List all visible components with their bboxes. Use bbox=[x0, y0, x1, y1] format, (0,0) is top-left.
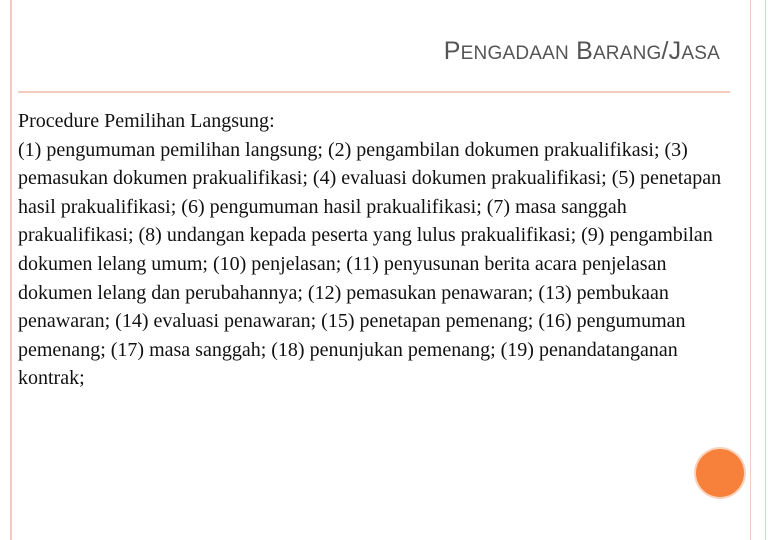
intro-line bbox=[18, 107, 723, 136]
slide-content bbox=[18, 107, 723, 393]
title-underline bbox=[18, 91, 730, 93]
title-cap-2: B bbox=[576, 37, 593, 65]
intro-emphasis: Pemilihan Langsung bbox=[104, 110, 270, 132]
title-cap-1: P bbox=[443, 37, 461, 65]
left-decorative-rule bbox=[10, 0, 12, 540]
title-cap-3: J bbox=[668, 37, 682, 65]
intro-suffix: : bbox=[269, 110, 275, 132]
intro-prefix: Procedure bbox=[18, 110, 105, 132]
title-rest-2: ARANG bbox=[592, 43, 662, 64]
right-decorative-rule-inner bbox=[750, 0, 751, 540]
title-rest-3: ASA bbox=[681, 43, 720, 64]
title-slash: / bbox=[661, 37, 669, 65]
procedure-steps-text: (1) pengumuman pemilihan langsung; (2) pengambilan dokumen prakualifikasi; (3) pemasukan dokumen prakualifikasi; (4) evaluasi dokumen prakualifikasi; (5) penetapan hasil prakualifikasi; (6) pengumuman hasil prakualifikasi; (7) masa sanggah prakualifikasi; (8) undangan kepada peserta yang lulus prakualifikasi; (9) pengambilan dokumen lelang umum; (10) penjelasan; (11) penyusunan berita acara penjelasan dokumen lelang dan perubahannya; (12) pemasukan penawaran; (13) pembukaan penawaran; (14) evaluasi penawaran; (15) penetapan pemenang; (16) pengumuman pemenang; (17) masa sanggah; (18) penunjukan pemenang; (19) penandatanganan kontrak; bbox=[18, 138, 722, 390]
decorative-orange-circle bbox=[696, 449, 744, 497]
title-rest-1: ENGADAAN bbox=[460, 43, 569, 64]
right-decorative-rule-outer bbox=[765, 0, 766, 540]
slide-title bbox=[444, 36, 720, 69]
